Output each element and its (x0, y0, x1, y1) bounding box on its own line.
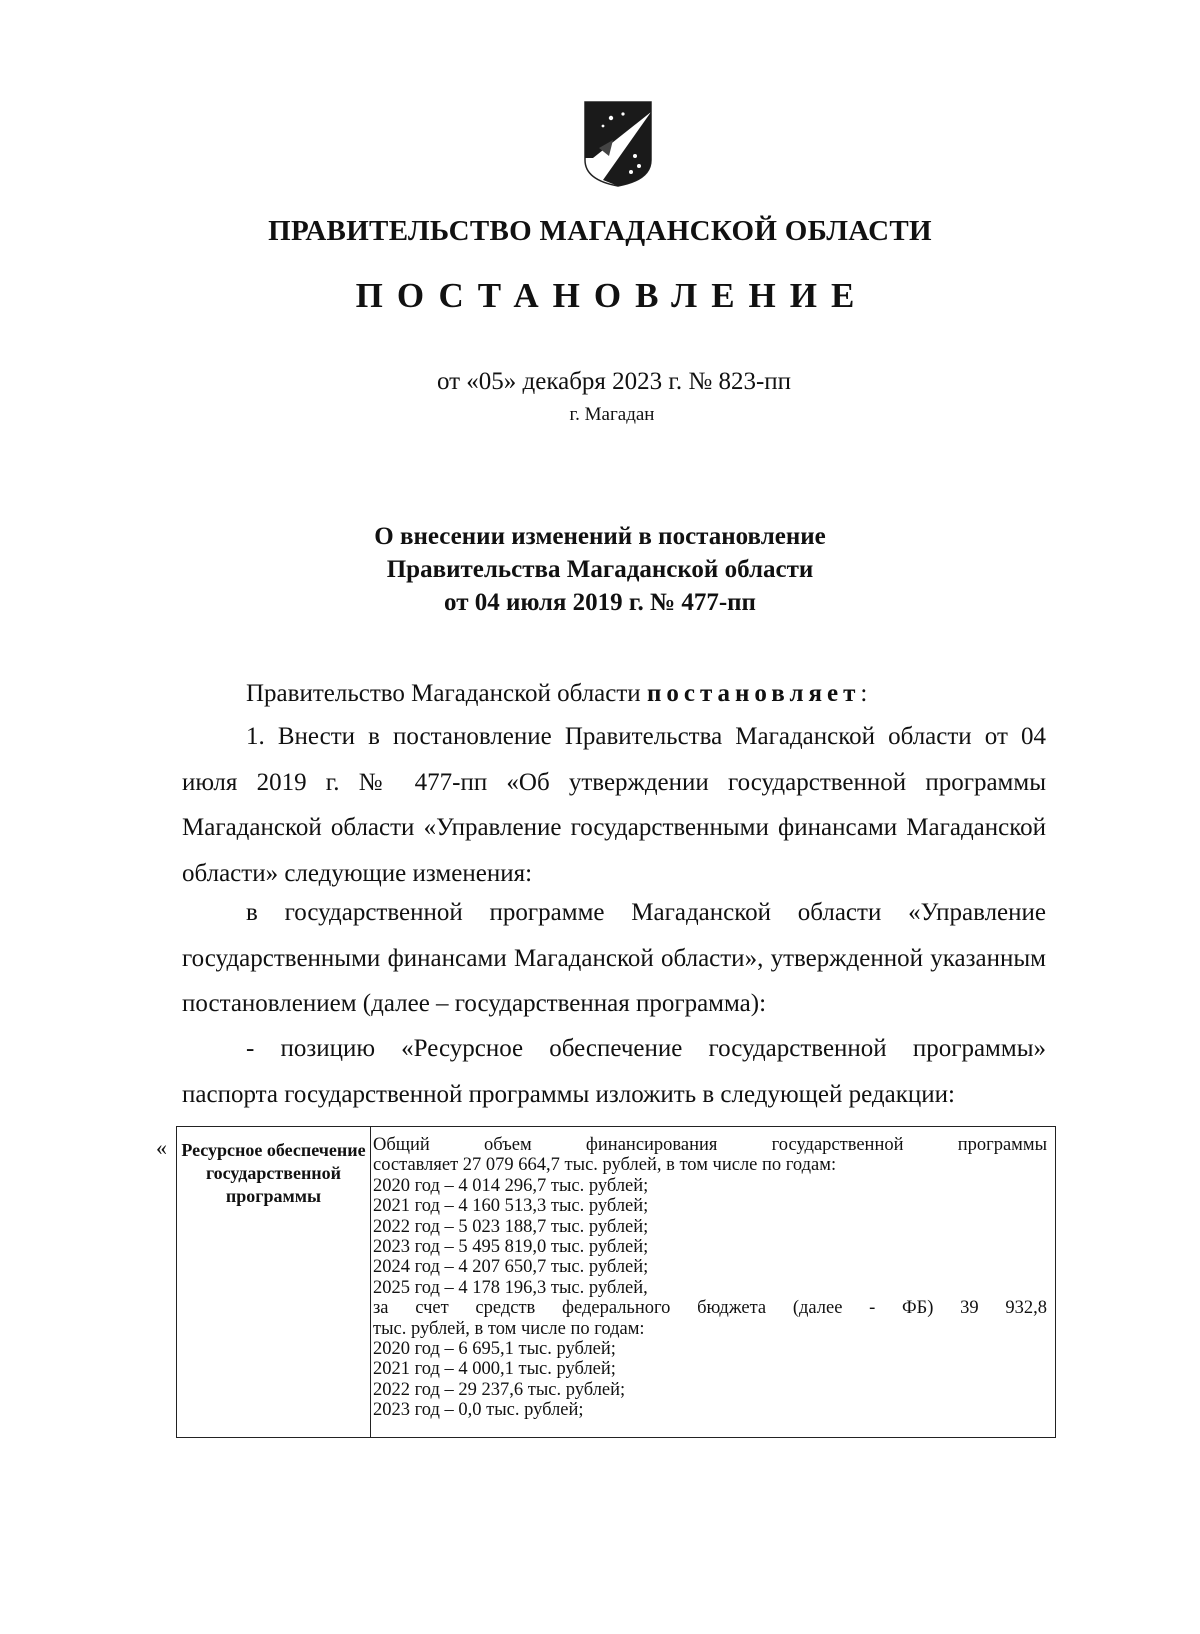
table-row: 2024 год – 4 207 650,7 тыс. рублей; (373, 1257, 649, 1278)
table-row: тыс. рублей, в том числе по годам: (373, 1318, 645, 1339)
table-row: 2020 год – 4 014 296,7 тыс. рублей; (373, 1175, 649, 1196)
item-1-paragraph: 1. Внести в постановление Правительства Магаданской области от 04 июля 2019 г. № 477-пп «Об утверждении государственной программы Магаданской области «Управление государственными финансами Магаданской области» следующие изменения: (182, 723, 1046, 887)
table-row: за счет средств федерального бюджета (далее - ФБ) 39 932,8 (373, 1298, 1047, 1319)
intro-prefix: Правительство Магаданской области (246, 680, 641, 707)
table-row: составляет 27 079 664,7 тыс. рублей, в том числе по годам: (373, 1155, 837, 1176)
table-row: 2023 год – 5 495 819,0 тыс. рублей; (373, 1237, 649, 1258)
document-type-heading: ПОСТАНОВЛЕНИЕ (355, 276, 869, 315)
subject-line: от 04 июля 2019 г. № 477-пп (444, 589, 756, 616)
table-row: 2021 год – 4 000,1 тыс. рублей; (373, 1359, 616, 1380)
magadan-coat-of-arms-icon (583, 100, 653, 188)
document-city: г. Магадан (569, 404, 655, 425)
intro-paragraph (182, 672, 1046, 716)
subject-line: Правительства Магаданской области (386, 556, 814, 583)
table-label-cell: Ресурсное обеспечение государственной программы (177, 1127, 371, 1437)
document-date-number: от «05» декабря 2023 г. № 823-пп (436, 368, 792, 395)
government-title: ПРАВИТЕЛЬСТВО МАГАДАНСКОЙ ОБЛАСТИ (268, 215, 932, 247)
intro-verb: постановляет (646, 680, 861, 707)
table-row: 2021 год – 4 160 513,3 тыс. рублей; (373, 1196, 649, 1217)
document-subject (0, 520, 1200, 619)
table-row: 2023 год – 0,0 тыс. рублей; (373, 1400, 584, 1421)
item-2-paragraph: в государственной программе Магаданской области «Управление государственными финансами Магаданской области», утвержденной указанным постановлением (далее – государственная программа): (182, 899, 1046, 1017)
table-row: Общий объем финансирования государственной программы (373, 1135, 1047, 1155)
item-3-paragraph: - позицию «Ресурсное обеспечение государственной программы» паспорта государственной программы изложить в следующей редакции: (182, 1035, 1046, 1108)
table-row: 2025 год – 4 178 196,3 тыс. рублей, (373, 1277, 648, 1298)
table-row: 2020 год – 6 695,1 тыс. рублей; (373, 1339, 616, 1360)
opening-quote: « (156, 1135, 167, 1160)
table-row: 2022 год – 5 023 188,7 тыс. рублей; (373, 1216, 649, 1237)
subject-line: О внесении изменений в постановление (374, 523, 826, 550)
resource-table (176, 1126, 1056, 1438)
intro-suffix: : (860, 680, 868, 707)
table-content-cell (373, 1127, 1055, 1437)
table-row: 2022 год – 29 237,6 тыс. рублей; (373, 1379, 626, 1400)
